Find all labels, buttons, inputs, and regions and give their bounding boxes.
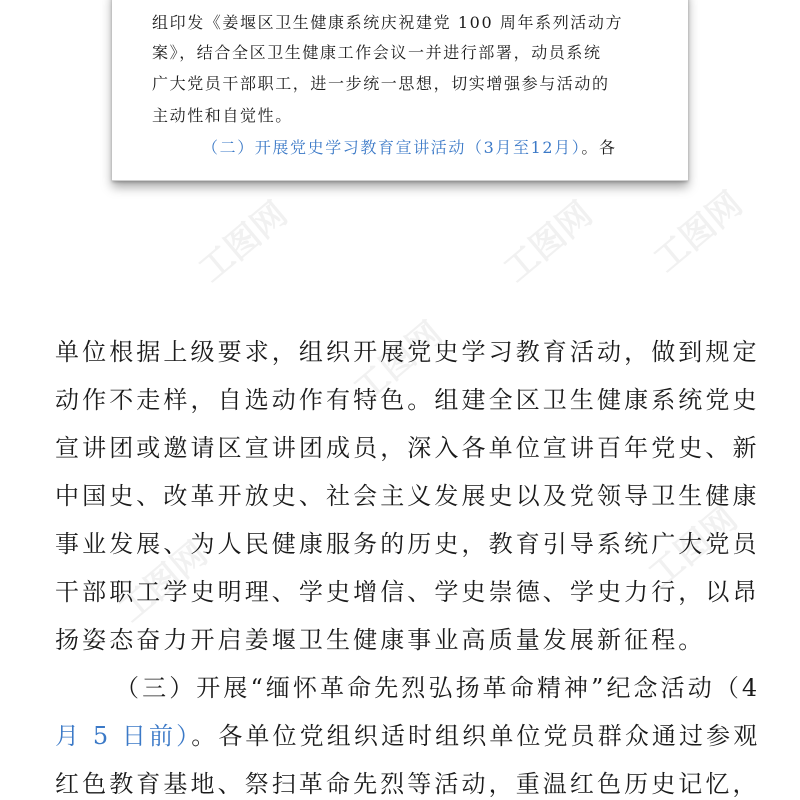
card-text-line: 广大党员干部职工，进一步统一思想，切实增强参与活动的	[152, 74, 610, 93]
heading-blue-text: （二）开展党史学习教育宣讲活动（3月至12月）	[202, 138, 582, 157]
card-text-line: 案》，结合全区卫生健康工作会议一并进行部署，动员系统	[152, 43, 602, 62]
heading3-date-text: 月 5 日前）	[55, 722, 192, 750]
body-text-line: 干部职工学史明理、学史增信、学史崇德、学史力行，以昂	[55, 578, 760, 606]
body-text-line: 事业发展、为人民健康服务的历史，教育引导系统广大党员	[55, 530, 760, 558]
document-card-excerpt	[112, 0, 688, 181]
section-heading-3: （三）开展“缅怀革命先烈弘扬革命精神”纪念活动（4	[115, 674, 761, 702]
body-text-line	[55, 716, 760, 751]
heading3-tail-text: 。各单位党组织适时组织单位党员群众通过参观	[191, 722, 761, 750]
body-text-line: 扬姿态奋力开启姜堰卫生健康事业高质量发展新征程。	[55, 626, 706, 654]
heading-tail-text: 。各	[581, 138, 617, 157]
card-section-heading	[202, 135, 617, 158]
body-text-line: 中国史、改革开放史、社会主义发展史以及党领导卫生健康	[55, 482, 760, 510]
card-text-line: 主动性和自觉性。	[152, 106, 293, 125]
body-text-line: 红色教育基地、祭扫革命先烈等活动，重温红色历史记忆，	[55, 770, 760, 798]
body-text-line: 宣讲团或邀请区宣讲团成员，深入各单位宣讲百年党史、新	[55, 434, 760, 462]
body-text-line: 单位根据上级要求，组织开展党史学习教育活动，做到规定	[55, 338, 760, 366]
body-text-line: 动作不走样，自选动作有特色。组建全区卫生健康系统党史	[55, 386, 760, 414]
card-text-line: 组印发《姜堰区卫生健康系统庆祝建党 100 周年系列活动方	[152, 13, 624, 32]
